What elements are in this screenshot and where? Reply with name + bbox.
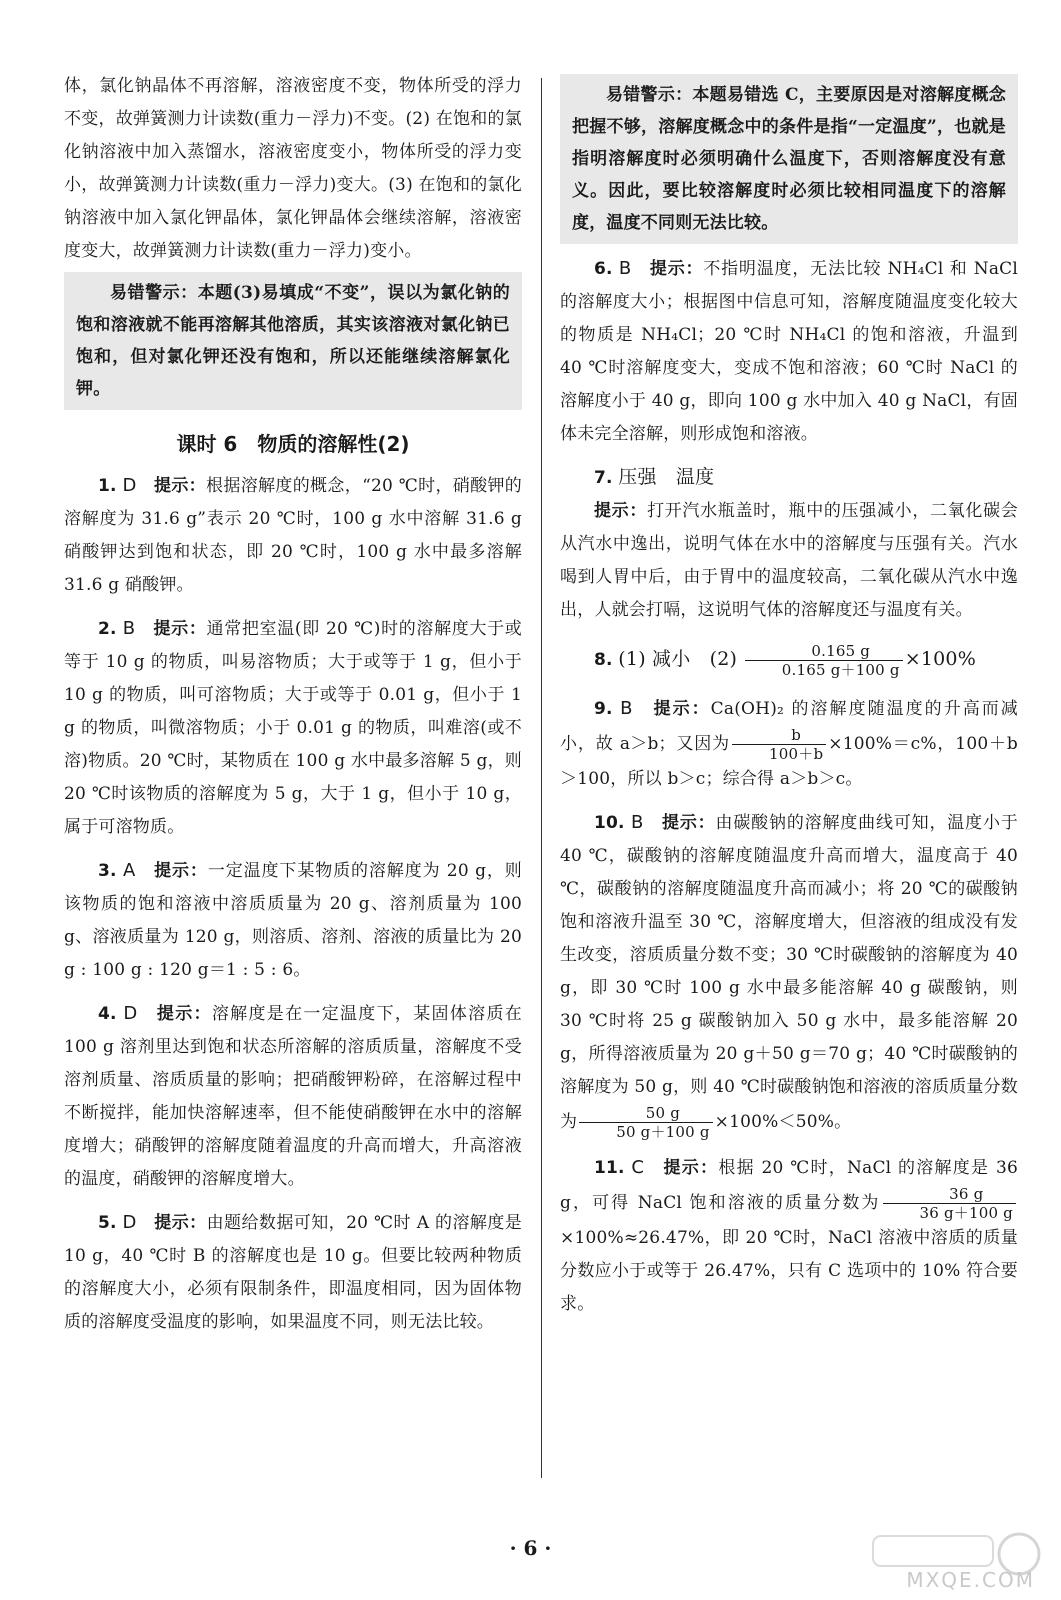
- column-divider: [541, 78, 542, 1478]
- warning-text: 本题(3)易填成“不变”，误以为氯化钠的饱和溶液就不能再溶解其他溶质，其实该溶液对氯化钠已饱和，但对氯化钾还没有饱和，所以还能继续溶解氯化钾。: [76, 283, 510, 399]
- warning-text: 本题易错选 C，主要原因是对溶解度概念把握不够，溶解度概念中的条件是指“一定温度”，也就是指明溶解度时必须明确什么温度下，否则溶解度没有意义。因此，要比较溶解度时必须比较相同温度下的溶解度，温度不同则无法比较。: [572, 85, 1007, 233]
- question-9: 9. B 提示：Ca(OH)₂ 的溶解度随温度的升高而减小，故 a＞b；又因为 $\frac{b}{100+b}$ ×100%＝c%，100＋b＞100，所以 b＞c；综合得 a＞b＞c。: [560, 698, 1019, 789]
- question-7-hint: 提示：打开汽水瓶盖时，瓶中的压强减小，二氧化碳会从汽水中逸出，说明气体在水中的溶解度与压强有关。汽水喝到人胃中后，由于胃中的温度较高，二氧化碳从汽水中逸出，人就会打嗝，这说明气体的溶解度还与温度有关。: [560, 501, 1018, 620]
- question-10: 10. B 提示：由碳酸钠的溶解度曲线可知，温度小于 40 ℃，碳酸钠的溶解度随温度升高而增大，温度高于 40 ℃，碳酸钠的溶解度随温度升高而减小；将 20 ℃的碳酸钠饱和溶液升温至 30 ℃，溶解度增大，但溶液的组成没有发生改变，溶质质量分数不变；30 ℃时碳酸钠的溶解度为 40 g，即 30 ℃时 100 g 水中最多能溶解 40 g 碳酸钠，则 30 ℃时将 25 g 碳酸钠加入 50 g 水中，最多能溶解 20 g，所得溶液质量为 20 g＋50 g＝70 g；40 ℃时碳酸钠的溶解度为 50 g，则 40 ℃时碳酸钠饱和溶液的溶质质量分数为 $\frac{50 g}{50 g+100 g}$ ×100%＜50%。: [560, 812, 1019, 1141]
- question-6: 6. B 提示：不指明温度，无法比较 NH₄Cl 和 NaCl 的溶解度大小；根据图中信息可知，溶解度随温度变化较大的物质是 NH₄Cl；20 ℃时 NH₄Cl 的饱和溶液，升温到 40 ℃时溶解度变大，变成不饱和溶液；60 ℃时 NaCl 的溶解度小于 40 g，即向 100 g 水中加入 40 g NaCl，有固体未完全溶解，则形成饱和溶液。: [560, 258, 1019, 444]
- watermark-text: MXQE.COM: [906, 1568, 1035, 1592]
- question-8: 8. (1) 减小 (2) $\frac{0.165 g}{0.165 g+100 g}$ ×100%: [594, 642, 976, 679]
- fraction: $\frac{36 g}{36 g+100 g}$: [883, 1185, 1016, 1222]
- error-warning-box: [64, 272, 522, 410]
- question-11: 11. C 提示：根据 20 ℃时，NaCl 的溶解度是 36 g，可得 NaCl 饱和溶液的质量分数为 $\frac{36 g}{36 g+100 g}$ ×100%≈26.47%，即 20 ℃时，NaCl 溶液中溶质的质量分数应小于或等于 26.47%，只有 C 选项中的 10% 符合要求。: [560, 1157, 1018, 1314]
- lesson-title: 课时 6 物质的溶解性(2): [176, 432, 410, 456]
- question-7-answer: 7. 压强 温度: [594, 466, 715, 488]
- question-4: 4. D 提示：溶解度是在一定温度下，某固体溶质在 100 g 溶剂里达到饱和状态所溶解的溶质质量，溶解度不受溶剂质量、溶质质量的影响；把硝酸钾粉碎，在溶解过程中不断搅拌，能加快溶解速率，但不能使硝酸钾在水中的溶解度增大；硝酸钾的溶解度随着温度的升高而增大，升高溶液的温度，硝酸钾的溶解度增大。: [64, 1003, 522, 1189]
- question-2: 2. B 提示：通常把室温(即 20 ℃)时的溶解度大于或等于 10 g 的物质，叫易溶物质；大于或等于 1 g，但小于 10 g 的物质，叫可溶物质；大于或等于 0.01 g，但小于 1 g 的物质，叫微溶物质；小于 0.01 g 的物质，叫难溶(或不溶)物质。20 ℃时，某物质在 100 g 水中最多溶解 5 g，则 20 ℃时该物质的溶解度为 5 g，大于 1 g，但小于 10 g，属于可溶物质。: [64, 618, 523, 837]
- error-warning-box: [560, 74, 1018, 244]
- warning-label: 易错警示：: [110, 283, 198, 303]
- right-column: [560, 70, 1018, 1321]
- warning-label: 易错警示：: [606, 85, 693, 105]
- question-5: 5. D 提示：由题给数据可知，20 ℃时 A 的溶解度是 10 g，40 ℃时 B 的溶解度也是 10 g。但要比较两种物质的溶解度大小，必须有限制条件，即温度相同，因为固体物质的溶解度受温度的影响，如果温度不同，则无法比较。: [64, 1212, 522, 1332]
- question-3: 3. A 提示：一定温度下某物质的溶解度为 20 g，则该物质的饱和溶液中溶质质量为 20 g、溶剂质量为 100 g、溶液质量为 120 g，则溶质、溶剂、溶液的质量比为 20 g : 100 g : 120 g＝1 : 5 : 6。: [64, 860, 523, 980]
- page-number: · 6 ·: [509, 1536, 552, 1560]
- watermark-logo: [843, 1530, 1043, 1594]
- fraction: $\frac{0.165 g}{0.165 g+100 g}$: [745, 642, 903, 679]
- fraction: $\frac{b}{100+b}$: [732, 726, 826, 763]
- continued-paragraph: 体，氯化钠晶体不再溶解，溶液密度不变，物体所受的浮力不变，故弹簧测力计读数(重力－浮力)不变。(2) 在饱和的氯化钠溶液中加入蒸馏水，溶液密度变小，物体所受的浮力变小，故弹簧测力计读数(重力－浮力)变大。(3) 在饱和的氯化钠溶液中加入氯化钾晶体，氯化钾晶体会继续溶解，溶液密度变大，故弹簧测力计读数(重力－浮力)变小。: [64, 76, 522, 261]
- question-1: 1. D 提示：根据溶解度的概念，“20 ℃时，硝酸钾的溶解度为 31.6 g”表示 20 ℃时，100 g 水中溶解 31.6 g 硝酸钾达到饱和状态，即 20 ℃时，100 g 水中最多溶解 31.6 g 硝酸钾。: [64, 475, 522, 595]
- left-column: [64, 70, 522, 1339]
- fraction: $\frac{50 g}{50 g+100 g}$: [579, 1104, 712, 1141]
